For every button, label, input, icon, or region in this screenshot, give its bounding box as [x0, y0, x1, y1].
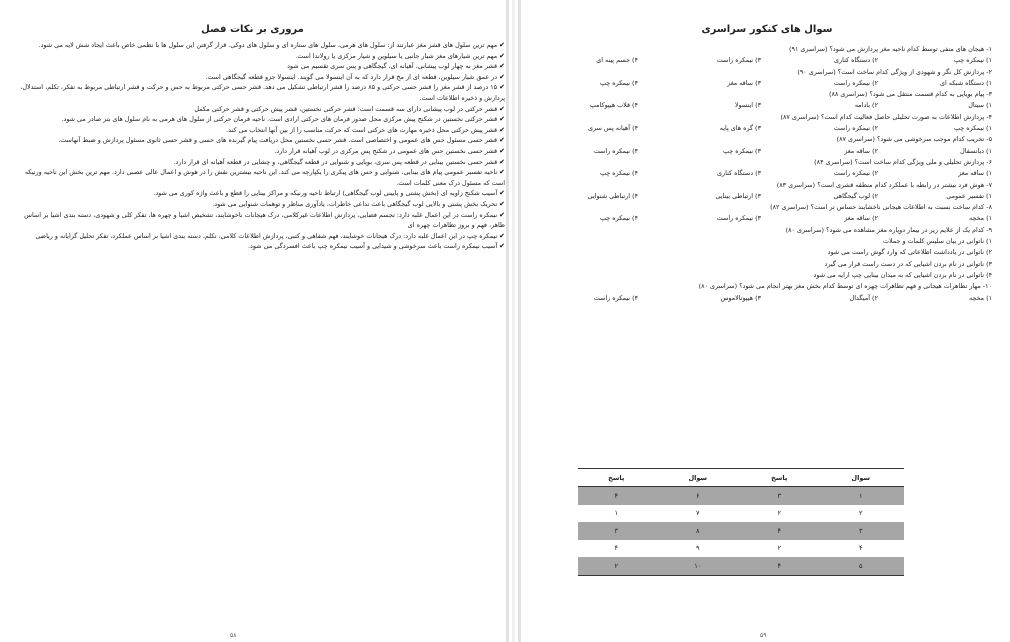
- option: ۲) لوب گیجگاهی: [833, 191, 878, 200]
- question-options: [526, 100, 992, 111]
- page-title: سوال های کنکور سراسری: [701, 24, 833, 35]
- table-header-row: [578, 469, 904, 487]
- option: ۱) دیانسفال: [960, 146, 992, 155]
- bullet-item: ✔آسیب شکنج زاویه ای (بخش پشتی و پایینی لوب گیجگاهی) ارتباط ناحیه ورنیکه و مراکز بینایی را قطع و باعث واژه کوری می شود.: [153, 189, 505, 198]
- table-cell: ۱: [614, 509, 618, 518]
- option: ۲) نیمکره راست: [833, 124, 878, 133]
- table-cell: ۴: [741, 522, 817, 540]
- bullet-item: ✔قشر حسی نخستین بینایی در قطعه پس سری، بویایی و شنوایی در قطعه گیجگاهی، و چشایی در قطعه آهیانه ای قرار دارد.: [173, 157, 505, 166]
- checkmark-icon: ✔: [499, 146, 505, 155]
- bullet-item: ✔ناحیه تفسیر عمومی پیام های بینایی، شنوایی و حس های پیکری را یکپارچه می کند. این ناحیه بیشترین نقش را در هوش و اعمال عالی عصبی دارد. مهم ترین بخش این ناحیه ورنیکه است که مسئول درک معنی کلمات است.: [24, 168, 505, 187]
- option: ۲) دستگاه کناری: [834, 56, 878, 65]
- option: ۲) بادامه: [854, 101, 878, 110]
- option: ۳) دستگاه کناری: [717, 169, 761, 178]
- table-cell: ۲: [777, 509, 781, 518]
- table-cell: ۵: [817, 557, 904, 575]
- table-row: [578, 487, 904, 505]
- table-cell: ۹: [695, 544, 700, 553]
- table-cell: ۶: [654, 487, 741, 505]
- option: ۳) ساقه مغز: [727, 78, 761, 87]
- question-text: ۴- پردازش اطلاعات به صورت تحلیلی حاصل فعالیت کدام است؟ (سراسری ۸۷): [780, 112, 992, 121]
- table-row: [578, 505, 904, 523]
- table-cell: ۱۰: [654, 557, 741, 575]
- option: ۲) نیمکره راست: [833, 78, 878, 87]
- table-cell: ۷: [695, 509, 700, 518]
- column-header: سوال: [654, 469, 741, 487]
- summary-bullets: [15, 40, 505, 252]
- option: ۴) نیمکره چپ: [599, 169, 638, 178]
- question-options: [526, 78, 992, 89]
- question-text: ۳- پیام بویایی به کدام قسمت منتقل می شود؟ (سراسری ۸۸): [828, 90, 992, 99]
- option: ۲) آمیگدال: [849, 293, 878, 302]
- bullet-item: ✔قشر حرکتی در لوب پیشانی دارای سه قسمت است: قشر حرکتی نخستین، قشر پیش حرکتی و قشر حرکتی مکمل: [194, 104, 505, 113]
- page-number: ۵۹: [760, 632, 767, 639]
- question-text: ۵- تخریب کدام موجب سرخوشی می شود؟ (سراسری ۸۷): [836, 135, 992, 144]
- option: ۴) نیمکره چپ: [599, 78, 638, 87]
- question-text: ۱۰- مهار تظاهرات هیجانی و فهم تظاهرات چهره ای توسط کدام بخش مغز بهتر انجام می شود؟ (سراسری ۸۰): [698, 282, 992, 291]
- bullet-item: ✔قشر حسی مسئول حس های عمومی و اختصاصی است. قشر حسی نخستین محل دریافت پیام گیرنده های حسی و قشر حسی ثانوی مسئول پردازش و ضبط آنهاست.: [58, 136, 505, 145]
- checkmark-icon: ✔: [499, 125, 505, 134]
- page-gutter: [506, 0, 509, 642]
- option: ۱) ناتوانی در بیان سلیس کلمات و جملات: [882, 237, 992, 246]
- checkmark-icon: ✔: [499, 62, 505, 71]
- bullet-item: ✔نیمکره راست در این اعمال غلبه دارد: تجسم فضایی، پردازش اطلاعات غیرکلامی، درک هیجانات ناخوشایند، تشخیص اشیا و چهره ها، تفکر کلی و شهودی، دسته بندی اشیا بر اساس ظاهر، فهم و بروز تظاهرات چهره ای: [24, 210, 505, 230]
- bullet-item: ✔مهم ترین سلول های قشر مغز عبارتند از: سلول های هرمی، سلول های ستاره ای و سلول های دوکی. قرار گرفتن این سلول ها با نظمی خاص باعث ایجاد شش لایه می شود.: [38, 41, 505, 49]
- question-list: [526, 44, 992, 304]
- option: ۳) نیمکره راست: [716, 214, 761, 223]
- question-options: [526, 293, 992, 304]
- option: ۴) نیمکره راست: [593, 293, 638, 302]
- option: ۳) هیپوتالاموس: [720, 293, 761, 302]
- answer-table: [578, 468, 904, 576]
- page-gutter: [512, 0, 515, 642]
- option: ۴) نیمکره راست: [593, 146, 638, 155]
- bullet-item: ✔تحریک بخش پشتی و بالایی لوب گیجگاهی باعث تداعی خاطرات، یادآوری مناظر و توهمات شنوایی می شود.: [212, 199, 505, 208]
- option: ۲) نیمکره راست: [833, 169, 878, 178]
- question-options: [526, 123, 992, 134]
- table-cell: ۴: [858, 544, 863, 553]
- checkmark-icon: ✔: [499, 115, 505, 124]
- column-header: سوال: [817, 469, 904, 487]
- table-cell: ۴: [578, 487, 654, 505]
- checkmark-icon: ✔: [499, 83, 505, 92]
- option: ۳) گره های پایه: [719, 124, 761, 133]
- question-text: ۲- پردازش کل نگر و شهودی از ویژگی کدام ساخت است؟ (سراسری ۹۰): [797, 67, 992, 76]
- checkmark-icon: ✔: [499, 210, 505, 219]
- option: ۴) آهیانه پس سری: [587, 124, 638, 133]
- checkmark-icon: ✔: [499, 41, 505, 49]
- table-row: [578, 522, 904, 540]
- option: ۳) ارتباطی بینایی: [715, 191, 761, 200]
- option: ۳) نیمکره راست: [716, 56, 761, 65]
- bullet-item: ✔۱۵ درصد از قشر مغز را قشر حسی حرکتی و ۸۵ درصد را قشر ارتباطی تشکیل می دهد. قشر حسی حرکتی مربوط به حس و حرکت و قشر ارتباطی مربوط به تفکر، تکلم، استدلال، پردازش و ذخیره اطلاعات است.: [20, 83, 505, 102]
- checkmark-icon: ✔: [499, 104, 505, 113]
- checkmark-icon: ✔: [499, 189, 505, 198]
- question-options: [526, 146, 992, 157]
- option: ۴) ارتباطی شنوایی: [587, 191, 638, 200]
- checkmark-icon: ✔: [499, 72, 505, 81]
- page-number: ۵۸: [230, 632, 237, 639]
- bullet-item: ✔در عمق شیار سیلوین، قطعه ای از مخ قرار دارد که به آن اینسولا می گویند. اینسولا جزو قطعه گیجگاهی است.: [205, 72, 505, 81]
- option: ۲) ناتوانی در یادداشت اطلاعاتی که وارد گوش راست می شود: [827, 248, 992, 257]
- table-cell: ۳: [741, 487, 817, 505]
- table-row: [578, 540, 904, 558]
- checkmark-icon: ✔: [499, 231, 505, 240]
- table-cell: ۲: [858, 509, 863, 518]
- table-row: [578, 557, 904, 575]
- option: ۳) اینسولا: [734, 101, 761, 110]
- question-text: ۱- هیجان های منفی توسط کدام ناحیه مغز پردازش می شود؟ (سراسری ۹۱): [789, 45, 992, 53]
- table-cell: ۳: [817, 522, 904, 540]
- option: ۲) ساقه مغز: [844, 214, 878, 223]
- option: ۱) تفسیر عمومی: [946, 191, 992, 200]
- question-options: [526, 213, 992, 224]
- option: ۳) نیمکره چپ: [722, 146, 761, 155]
- bullet-item: ✔نیمکره چپ در این اعمال غلبه دارد: درک هیجانات خوشایند، فهم شفاهی و کتبی، پردازش اطلاعات کلامی، تکلم، دسته بندی اشیا بر اساس عملکرد، تفکر تحلیل گرایانه و ریاضی: [35, 231, 505, 240]
- question-options: [526, 191, 992, 202]
- table-cell: ۴: [741, 557, 817, 575]
- table-cell: ۲: [777, 544, 781, 553]
- option: ۱) مخچه: [968, 293, 992, 302]
- option: ۴) نیمکره چپ: [599, 214, 638, 223]
- question-text: ۷- هوش فرد بیشتر در رابطه با عملکرد کدام منطقه قشری است؟ (سراسری ۸۳): [776, 180, 992, 189]
- page-gutter: [518, 0, 521, 642]
- option: ۴) جسم پینه ای: [596, 56, 638, 65]
- option: ۴) ناتوانی در نام بردن اشیایی که به میدان بینایی چپ ارایه می شود: [813, 270, 992, 279]
- option: ۳) ناتوانی در نام بردن اشیایی که در دست راست قرار می گیرد: [824, 259, 992, 268]
- option: ۱) مخچه: [968, 214, 992, 223]
- bullet-item: ✔قشر حرکتی نخستین در شکنج پیش مرکزی محل صدور فرمان های حرکتی ارادی است. ناحیه فرمان حرکتی از سلول های هرمی به نام سلول های بتز صادر می شود.: [61, 115, 505, 124]
- option: ۱) سیتال: [968, 101, 992, 110]
- bullet-item: ✔آسیب نیمکره راست باعث سرخوشی و شیدایی و آسیب نیمکره چپ باعث افسردگی می شود.: [248, 242, 505, 251]
- table-cell: ۴: [614, 544, 618, 553]
- question-text: ۸- کدام ساخت نسبت به اطلاعات هیجانی ناخشایند حساس تر است؟ (سراسری ۸۲): [770, 203, 992, 212]
- checkmark-icon: ✔: [499, 199, 505, 208]
- option: ۲) ساقه مغز: [844, 146, 878, 155]
- checkmark-icon: ✔: [499, 51, 505, 60]
- question-text: ۶- پردازش تحلیلی و ملی ویژگی کدام ساخت است؟ (سراسری ۸۴): [814, 157, 992, 166]
- question-options: [526, 168, 992, 179]
- column-header: پاسخ: [578, 469, 654, 487]
- option: ۱) نیمکره چپ: [953, 124, 992, 133]
- checkmark-icon: ✔: [499, 157, 505, 166]
- page-title: مروری بر نکات فصل: [201, 24, 304, 35]
- bullet-item: ✔مهم ترین شیارهای مغز شیار جانبی یا سیلوین و شیار مرکزی یا رولاندا است.: [295, 51, 505, 60]
- checkmark-icon: ✔: [499, 242, 505, 251]
- bullet-item: ✔قشر پیش حرکتی محل ذخیره مهارت های حرکتی است که حرکت مناسب را از بین آنها انتخاب می کند.: [226, 125, 505, 134]
- bullet-item: ✔قشر حسی نخستین حس های عمومی در شکنج پس مرکزی در لوب آهیانه قرار دارد.: [274, 146, 505, 155]
- option: ۴) قلاب هیپوکامپ: [589, 101, 638, 110]
- bullet-item: ✔قشر مغز به چهار لوب پیشانی، آهیانه ای، گیجگاهی و پس سری تقسیم می شود: [287, 62, 505, 71]
- option: ۱) ساقه مغز: [958, 169, 992, 178]
- table-cell: ۸: [654, 522, 741, 540]
- checkmark-icon: ✔: [499, 136, 505, 145]
- question-text: ۹- کدام یک از علایم زیر در بیمار دوپاره مغز مشاهده می شود؟ (سراسری ۸۰): [785, 225, 992, 234]
- table-cell: ۱: [817, 487, 904, 505]
- table-cell: ۲: [578, 557, 654, 575]
- question-options: [526, 55, 992, 66]
- column-header: پاسخ: [741, 469, 817, 487]
- option: ۱) دستگاه شبکه ای: [940, 78, 992, 87]
- right-page: [524, 0, 1010, 642]
- option: ۱) نیمکره چپ: [953, 56, 992, 65]
- table-cell: ۳: [578, 522, 654, 540]
- checkmark-icon: ✔: [499, 168, 505, 177]
